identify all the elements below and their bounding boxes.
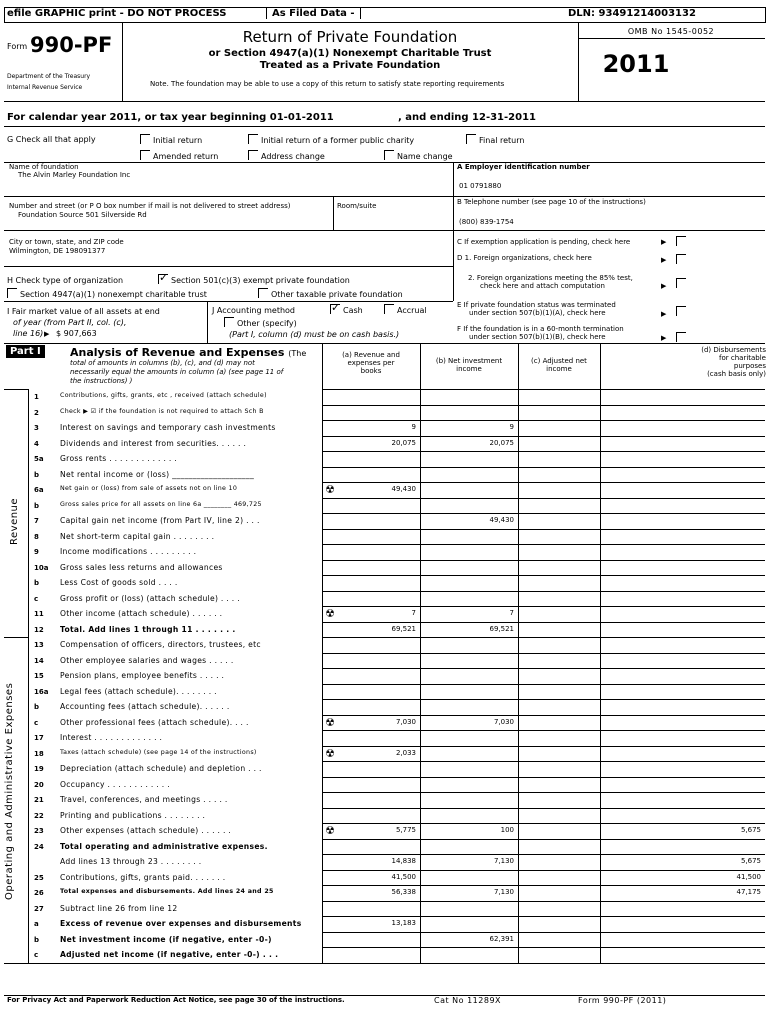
- form-prefix: Form: [7, 42, 28, 51]
- phone-value: (800) 839-1754: [459, 218, 514, 226]
- line-number: c: [34, 594, 39, 603]
- calendar-year-text: For calendar year 2011, or tax year beginning 01-01-2011: [7, 112, 334, 123]
- exemption-pending-checkbox[interactable]: [676, 236, 689, 247]
- line-number: 16a: [34, 687, 49, 696]
- table-row: [28, 467, 765, 483]
- line-number: 11: [34, 610, 44, 618]
- table-row: [28, 808, 765, 824]
- line-label: Other employee salaries and wages . . . . .: [60, 655, 234, 665]
- col-b-header: [420, 357, 518, 373]
- line-label: Subtract line 26 from line 12: [60, 903, 178, 913]
- line-label: Interest . . . . . . . . . . . . .: [60, 733, 163, 742]
- cell-col-a: 20,075: [391, 438, 416, 447]
- name-change-checkbox[interactable]: [384, 150, 453, 161]
- line-label: Contributions, gifts, grants, etc , received (attach schedule): [60, 392, 267, 399]
- street-value: Foundation Source 501 Silverside Rd: [18, 211, 147, 219]
- cell-col-b: 49,430: [489, 516, 514, 524]
- line-label: Total. Add lines 1 through 11 . . . . . . .: [60, 624, 236, 634]
- catalog-number: Cat No 11289X: [434, 996, 502, 1005]
- line-label: Total operating and administrative expenses.: [60, 841, 268, 851]
- table-row: [28, 792, 765, 808]
- col-d-header-line: purposes: [733, 362, 766, 370]
- org-type-label: H Check type of organization: [7, 276, 124, 285]
- line-number: 19: [34, 765, 44, 773]
- fmv-line-3: line 16): [13, 329, 44, 338]
- col-b-header-line: income: [456, 365, 482, 373]
- line-label: Gross sales price for all assets on line 6a ________ 469,725: [60, 500, 262, 508]
- line-number: 9: [34, 548, 39, 556]
- cell-col-b: 7,130: [493, 857, 514, 865]
- other-taxable-label: Other taxable private foundation: [271, 290, 403, 299]
- line-number: 8: [34, 532, 39, 541]
- col-d-header-line: for charitable: [719, 354, 766, 362]
- part-1-title-suffix: (The: [288, 349, 307, 358]
- line-label: Other professional fees (attach schedule). . . .: [60, 717, 249, 727]
- table-row: [28, 498, 765, 514]
- initial-former-checkbox[interactable]: [248, 134, 414, 145]
- table-row: [28, 513, 765, 529]
- side-label-revenue: Revenue: [9, 497, 20, 545]
- line-label: Less Cost of goods sold . . . .: [60, 578, 178, 587]
- as-filed-label: As Filed Data -: [266, 8, 361, 19]
- table-row: [28, 389, 765, 405]
- table-row: [28, 575, 765, 591]
- line-number: 25: [34, 873, 44, 882]
- fmv-value: $ 907,663: [56, 329, 97, 338]
- status-terminated-label-1: E If private foundation status was terminated: [457, 301, 616, 309]
- cell-col-a: 2,033: [395, 748, 416, 757]
- table-row: [28, 544, 765, 560]
- line-number: b: [34, 579, 40, 587]
- cell-col-b: 7,130: [493, 888, 514, 896]
- table-row: [28, 637, 765, 653]
- foundation-name: The Alvin Marley Foundation Inc: [18, 171, 131, 179]
- cell-col-d: 5,675: [740, 826, 761, 834]
- cell-col-b: 7,030: [493, 717, 514, 726]
- cell-col-b: 100: [500, 826, 514, 834]
- cell-col-d: 47,175: [736, 888, 761, 896]
- line-label: Dividends and interest from securities. . . . . .: [60, 438, 247, 448]
- table-row: [28, 405, 765, 421]
- col-d-header-line: (d) Disbursements: [701, 346, 766, 354]
- line-number: a: [34, 920, 39, 928]
- dept-irs: Internal Revenue Service: [7, 84, 83, 91]
- accrual-checkbox[interactable]: [384, 304, 427, 315]
- line-number: 24: [34, 842, 44, 851]
- form-note: Note. The foundation may be able to use a copy of this return to satisfy state reporting requirements: [150, 80, 505, 88]
- line-number: 27: [34, 904, 44, 913]
- arrow-icon: ▶: [661, 238, 667, 246]
- check-g-label: G Check all that apply: [7, 135, 96, 144]
- cell-col-b: 69,521: [489, 624, 514, 633]
- line-label: Other expenses (attach schedule) . . . . . .: [60, 826, 232, 835]
- arrow-icon: ▶: [661, 310, 667, 318]
- line-label: Net investment income (if negative, enter -0-): [60, 934, 272, 944]
- col-c-header-line: (c) Adjusted net: [531, 357, 587, 365]
- line-number: b: [34, 703, 40, 711]
- col-b-header-line: (b) Net investment: [435, 357, 503, 365]
- section-4947-checkbox[interactable]: [7, 288, 207, 299]
- form-title: Return of Private Foundation: [242, 28, 458, 46]
- cell-col-d: 41,500: [736, 872, 761, 881]
- name-change-label: Name change: [397, 152, 453, 161]
- arrow-icon: ▶: [44, 330, 50, 338]
- part-1-desc-2: necessarily equal the amounts in column (a) (see page 11 of: [70, 368, 284, 376]
- accrual-label: Accrual: [397, 306, 427, 315]
- efile-title: efile GRAPHIC print - DO NOT PROCESS: [7, 8, 227, 19]
- foreign-org-checkbox[interactable]: [676, 254, 689, 265]
- line-label: Legal fees (attach schedule). . . . . . . .: [60, 686, 217, 696]
- cash-checkbox[interactable]: [330, 304, 363, 315]
- fmv-line-1: I Fair market value of all assets at end: [7, 307, 160, 316]
- line-number: 4: [34, 439, 39, 448]
- line-number: 22: [34, 811, 44, 820]
- line-label: Taxes (attach schedule) (see page 14 of the instructions): [60, 748, 257, 756]
- cell-col-a: 5,775: [395, 826, 416, 834]
- foreign-85-label-2: check here and attach computation: [480, 282, 605, 290]
- exemption-pending-label: C If exemption application is pending, check here: [457, 238, 631, 246]
- arrow-icon: ▶: [661, 334, 667, 342]
- table-row: [28, 591, 765, 607]
- line-number: 18: [34, 749, 44, 758]
- table-row: [28, 684, 765, 700]
- cell-col-a: 7: [411, 609, 416, 617]
- col-d-header: [600, 346, 766, 378]
- table-row: [28, 451, 765, 467]
- termination-60-label-1: F If the foundation is in a 60-month termination: [457, 325, 624, 333]
- foreign-85-label-1: 2. Foreign organizations meeting the 85% test,: [468, 274, 633, 282]
- foreign-85-checkbox[interactable]: [676, 278, 689, 289]
- initial-return-label: Initial return: [153, 136, 203, 145]
- fmv-line-2: of year (from Part II, col. (c),: [13, 318, 127, 327]
- status-terminated-label-2: under section 507(b)(1)(A), check here: [469, 309, 606, 317]
- cell-col-a: 9: [411, 423, 416, 431]
- cell-col-b: 7: [509, 609, 514, 617]
- address-change-label: Address change: [261, 152, 325, 161]
- dln-number: DLN: 93491214003132: [568, 8, 696, 19]
- line-label: Check ▶ ☑ if the foundation is not required to attach Sch B: [60, 407, 264, 415]
- amended-checkbox[interactable]: [140, 150, 218, 161]
- table-row: [28, 761, 765, 777]
- line-number: 3: [34, 424, 39, 432]
- final-return-checkbox[interactable]: [466, 134, 524, 145]
- table-row: [28, 947, 765, 963]
- part-1-title-text: Analysis of Revenue and Expenses: [70, 346, 285, 359]
- line-number: 12: [34, 625, 44, 634]
- line-label: Excess of revenue over expenses and disbursements: [60, 919, 302, 928]
- status-terminated-checkbox[interactable]: [676, 306, 689, 317]
- room-label: Room/suite: [337, 202, 377, 210]
- line-number: b: [34, 935, 40, 944]
- address-change-checkbox[interactable]: [248, 150, 325, 161]
- line-number: 1: [34, 393, 39, 401]
- attachment-icon[interactable]: ☢: [325, 483, 335, 496]
- section-4947-label: Section 4947(a)(1) nonexempt charitable trust: [20, 290, 207, 299]
- line-label: Contributions, gifts, grants paid. . . . . . .: [60, 872, 226, 882]
- form-number: 990-PF: [30, 33, 113, 57]
- line-number: 20: [34, 780, 44, 789]
- line-label: Income modifications . . . . . . . . .: [60, 547, 197, 556]
- line-label: Compensation of officers, directors, trustees, etc: [60, 640, 261, 649]
- cell-col-b: 62,391: [489, 934, 514, 943]
- table-row: [28, 529, 765, 545]
- line-number: 15: [34, 672, 44, 680]
- line-number: 17: [34, 734, 44, 742]
- cash-label: Cash: [343, 306, 363, 315]
- dept-treasury: Department of the Treasury: [7, 73, 91, 80]
- line-label: Depreciation (attach schedule) and depletion . . .: [60, 764, 262, 773]
- col-d-header-line: (cash basis only): [707, 370, 766, 378]
- form-subtitle-2: Treated as a Private Foundation: [259, 60, 441, 71]
- col-a-header-line: (a) Revenue and: [342, 351, 400, 359]
- privacy-notice: For Privacy Act and Paperwork Reduction Act Notice, see page 30 of the instructions.: [7, 996, 345, 1004]
- cell-col-a: 13,183: [391, 919, 416, 927]
- table-row: [28, 839, 765, 855]
- line-label: Gross rents . . . . . . . . . . . . .: [60, 454, 178, 463]
- phone-label: B Telephone number (see page 10 of the instructions): [457, 198, 646, 206]
- attachment-icon[interactable]: ☢: [325, 824, 335, 837]
- cell-col-b: 9: [509, 423, 514, 431]
- foundation-name-label: Name of foundation: [9, 163, 79, 171]
- section-501c3-label: Section 501(c)(3) exempt private foundation: [171, 276, 350, 285]
- amended-label: Amended return: [153, 152, 219, 161]
- line-label: Net short-term capital gain . . . . . . . .: [60, 531, 215, 541]
- footer-form: Form 990-PF (2011): [578, 996, 667, 1005]
- table-row: [28, 668, 765, 684]
- cell-col-a: 14,838: [391, 857, 416, 865]
- line-number: 10a: [34, 563, 49, 572]
- form-subtitle-1: or Section 4947(a)(1) Nonexempt Charitable Trust: [208, 48, 492, 59]
- line-number: 7: [34, 517, 39, 525]
- table-row: [28, 777, 765, 793]
- cell-col-a: 56,338: [391, 888, 416, 896]
- table-row: [28, 901, 765, 917]
- col-a-header: [322, 351, 420, 375]
- city-label: City or town, state, and ZIP code: [9, 238, 124, 246]
- table-row: [28, 730, 765, 746]
- tax-year: 2011: [602, 50, 670, 78]
- line-number: c: [34, 951, 39, 959]
- table-row: [28, 699, 765, 715]
- line-number: 23: [34, 827, 44, 835]
- omb-number: OMB No 1545-0052: [627, 27, 715, 36]
- line-label: Gross profit or (loss) (attach schedule) . . . .: [60, 593, 240, 603]
- line-label: Pension plans, employee benefits . . . . .: [60, 671, 225, 680]
- line-label: Capital gain net income (from Part IV, line 2) . . .: [60, 516, 260, 525]
- col-a-header-line: books: [360, 367, 382, 375]
- table-row: [28, 560, 765, 576]
- cell-col-a: 49,430: [391, 485, 416, 493]
- cell-col-a: 7,030: [395, 717, 416, 726]
- ein-value: 01 0791880: [459, 182, 502, 190]
- line-label: Printing and publications . . . . . . . .: [60, 810, 206, 820]
- final-return-label: Final return: [479, 136, 525, 145]
- street-label: Number and street (or P O box number if mail is not delivered to street address): [9, 202, 291, 210]
- line-label: Other income (attach schedule) . . . . . .: [60, 609, 223, 618]
- foreign-org-label: D 1. Foreign organizations, check here: [457, 254, 592, 262]
- section-501c3-checkbox[interactable]: [158, 274, 350, 285]
- line-number: 14: [34, 656, 44, 665]
- cell-col-b: 20,075: [489, 438, 514, 447]
- line-label: Total expenses and disbursements. Add lines 24 and 25: [60, 888, 274, 895]
- part-1-desc-3: the instructions) ): [70, 377, 133, 385]
- line-label: Net gain or (loss) from sale of assets not on line 10: [60, 485, 238, 492]
- part-1-title: [70, 346, 306, 359]
- line-number: b: [34, 501, 40, 510]
- line-number: 5a: [34, 455, 44, 463]
- other-taxable-checkbox[interactable]: [258, 288, 403, 299]
- other-method-label: Other (specify): [237, 319, 297, 328]
- part-1-tag: Part I: [6, 345, 45, 358]
- arrow-icon: ▶: [661, 256, 667, 264]
- cell-col-d: 5,675: [740, 857, 761, 865]
- ein-label: A Employer identification number: [457, 163, 590, 171]
- line-number: 2: [34, 408, 39, 417]
- line-number: 21: [34, 796, 44, 804]
- cash-basis-note: (Part I, column (d) must be on cash basis.): [229, 330, 400, 339]
- cell-col-a: 41,500: [391, 872, 416, 881]
- col-c-header-line: income: [546, 365, 572, 373]
- line-label: Interest on savings and temporary cash investments: [60, 423, 276, 432]
- attachment-icon[interactable]: ☢: [325, 715, 335, 729]
- accounting-method-label: J Accounting method: [212, 306, 296, 315]
- table-row: [28, 653, 765, 669]
- line-label: Travel, conferences, and meetings . . . . .: [60, 795, 228, 804]
- termination-60-checkbox[interactable]: [676, 332, 689, 343]
- city-value: Wilmington, DE 198091377: [9, 247, 106, 255]
- line-number: 6a: [34, 486, 44, 494]
- col-a-header-line: expenses per: [347, 359, 395, 367]
- line-label: Net rental income or (loss) ____________________: [60, 469, 255, 479]
- other-method-checkbox[interactable]: [224, 317, 297, 328]
- line-label: Occupancy . . . . . . . . . . . .: [60, 779, 170, 789]
- attachment-icon[interactable]: ☢: [325, 746, 335, 760]
- line-number: b: [34, 470, 40, 479]
- attachment-icon[interactable]: ☢: [325, 607, 335, 620]
- cell-col-a: 69,521: [391, 624, 416, 633]
- arrow-icon: ▶: [661, 282, 667, 290]
- line-number: c: [34, 718, 39, 727]
- col-c-header: [518, 357, 600, 373]
- line-label: Accounting fees (attach schedule). . . . . .: [60, 702, 230, 711]
- line-label: Add lines 13 through 23 . . . . . . . .: [60, 857, 202, 866]
- initial-return-checkbox[interactable]: [140, 134, 202, 145]
- side-label-expenses: Operating and Administrative Expenses: [4, 682, 15, 900]
- initial-former-label: Initial return of a former public charity: [261, 136, 415, 145]
- table-row: [28, 932, 765, 948]
- line-number: 26: [34, 889, 44, 897]
- line-label: Gross sales less returns and allowances: [60, 562, 223, 572]
- termination-60-label-2: under section 507(b)(1)(B), check here: [469, 333, 606, 341]
- calendar-ending: , and ending 12-31-2011: [398, 112, 536, 123]
- line-number: 13: [34, 641, 44, 649]
- part-1-desc-1: total of amounts in columns (b), (c), and (d) may not: [70, 359, 255, 367]
- line-label: Adjusted net income (if negative, enter -0-) . . .: [60, 950, 279, 959]
